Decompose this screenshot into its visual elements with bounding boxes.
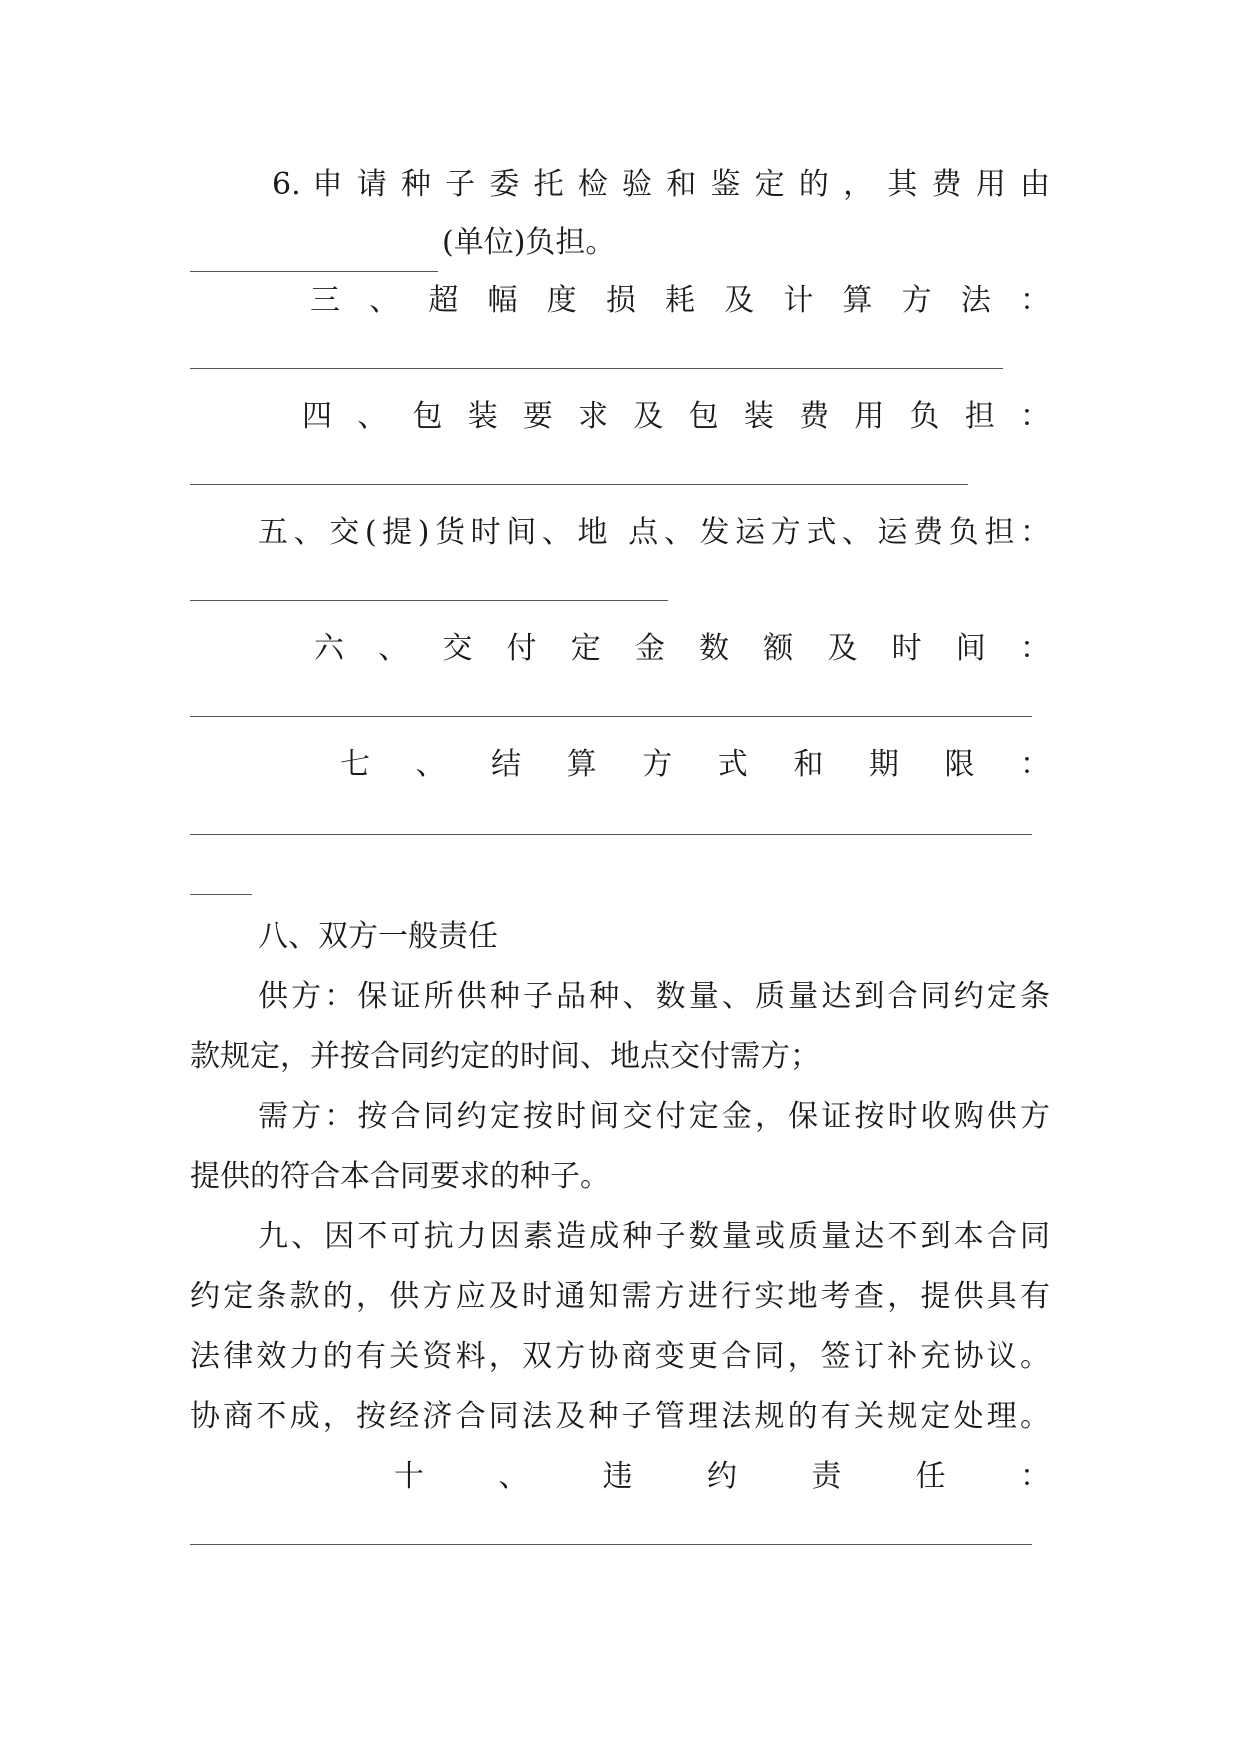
section-8-heading: 八、双方一般责任 — [258, 919, 498, 954]
blank-rule — [190, 484, 968, 485]
blank-rule — [190, 368, 1003, 369]
section-5-heading: 五、交(提)货时间、地 点、发运方式、运费负担： — [258, 515, 1050, 550]
blank-rule — [190, 834, 1032, 835]
section-9-line1: 九、因不可抗力因素造成种子数量或质量达不到本合同 — [258, 1219, 1050, 1254]
blank-rule — [190, 600, 668, 601]
buyer-line1: 需方：按合同约定按时间交付定金，保证按时收购供方 — [258, 1099, 1050, 1134]
blank-rule — [190, 1544, 1032, 1545]
blank-rule — [190, 894, 252, 895]
section-4-heading: 四 、 包 装 要 求 及 包 装 费 用 负 担 ： — [302, 399, 1050, 434]
supplier-line1: 供方：保证所供种子品种、数量、质量达到合同约定条 — [258, 979, 1050, 1014]
supplier-line2: 款规定，并按合同约定的时间、地点交付需方； — [190, 1039, 820, 1074]
section-9-line3: 法律效力的有关资料，双方协商变更合同，签订补充协议。 — [190, 1339, 1050, 1374]
item-6-line2 — [190, 214, 1050, 272]
section-10-heading: 十 、 违 约 责 任 ： — [394, 1459, 1050, 1494]
item-6-line1: 6. 申 请 种 子 委 托 检 验 和 鉴 定 的 ， 其 费 用 由 — [272, 167, 1050, 202]
buyer-line2: 提供的符合本合同要求的种子。 — [190, 1159, 610, 1194]
section-9-line4: 协商不成，按经济合同法及种子管理法规的有关规定处理。 — [190, 1399, 1050, 1434]
section-3-heading: 三 、 超 幅 度 损 耗 及 计 算 方 法 ： — [310, 283, 1050, 318]
section-9-line2: 约定条款的，供方应及时通知需方进行实地考查，提供具有 — [190, 1279, 1050, 1314]
section-6-heading: 六 、 交 付 定 金 数 额 及 时 间 ： — [314, 631, 1050, 666]
item-6-line2-suffix: (单位)负担。 — [442, 225, 616, 260]
section-7-heading: 七 、 结 算 方 式 和 期 限 ： — [340, 747, 1050, 782]
blank-rule — [190, 716, 1032, 717]
blank-rule — [190, 237, 438, 272]
